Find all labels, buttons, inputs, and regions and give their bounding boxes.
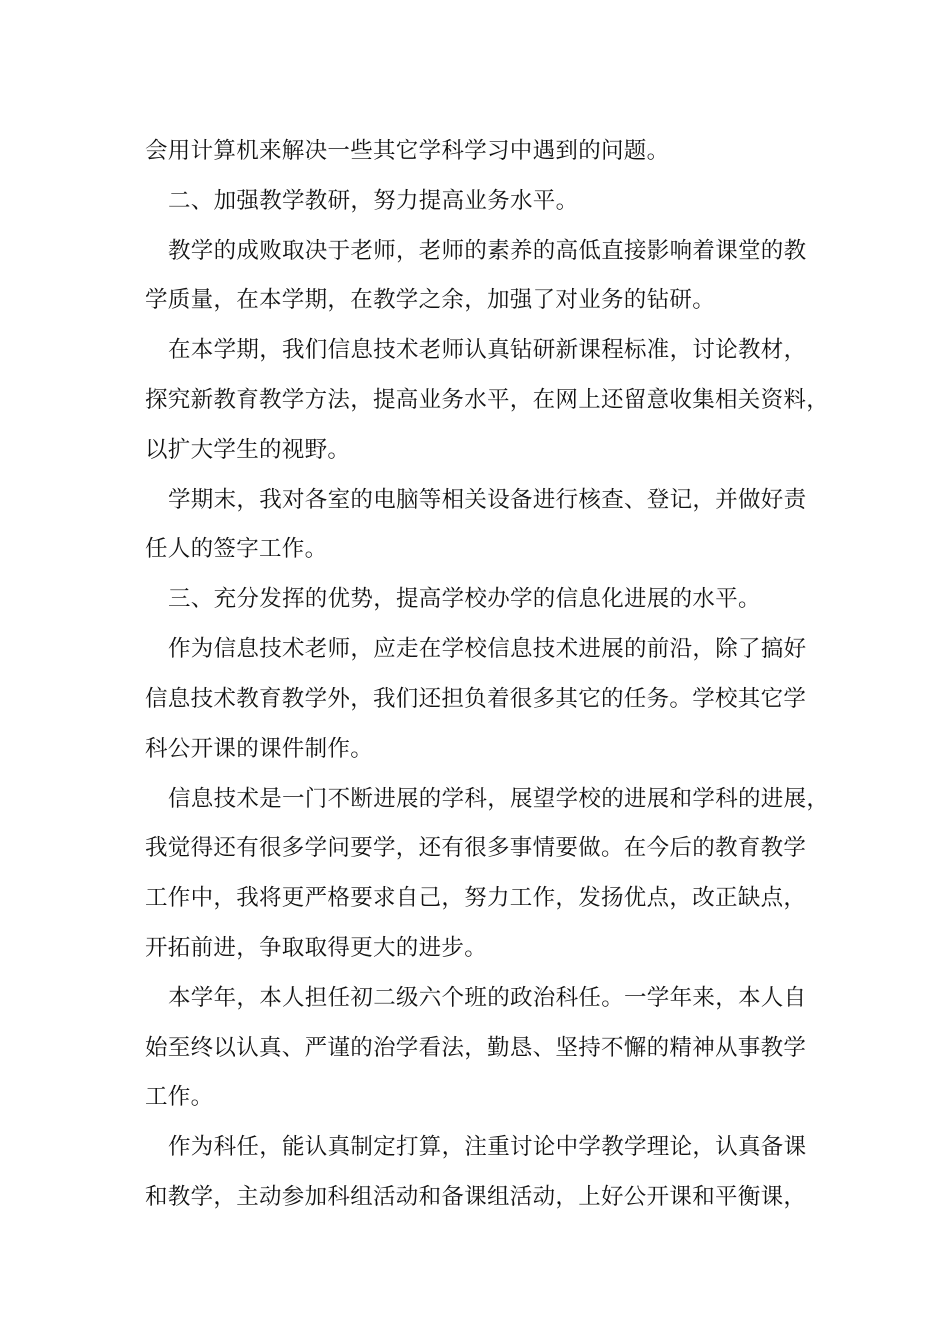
text-line: 科公开课的课件制作。 bbox=[145, 736, 374, 762]
text-line: 信息技术教育教学外，我们还担负着很多其它的任务。学校其它学 bbox=[145, 686, 807, 712]
text-line: 本学年，本人担任初二级六个班的政治科任。一学年来，本人自 bbox=[168, 985, 807, 1011]
text-line: 和教学，主动参加科组活动和备课组活动，上好公开课和平衡课， bbox=[145, 1184, 807, 1210]
section-heading: 三、充分发挥的优势，提高学校办学的信息化进展的水平。 bbox=[168, 586, 761, 612]
text-line: 作为信息技术老师，应走在学校信息技术进展的前沿，除了搞好 bbox=[168, 636, 807, 662]
section-heading: 二、加强教学教研，努力提高业务水平。 bbox=[168, 188, 579, 214]
text-line: 任人的签字工作。 bbox=[145, 536, 328, 562]
text-line: 学质量，在本学期，在教学之余，加强了对业务的钻研。 bbox=[145, 287, 716, 313]
text-line: 以扩大学生的视野。 bbox=[145, 437, 351, 463]
text-line: 工作。 bbox=[145, 1084, 214, 1110]
text-line: 会用计算机来解决一些其它学科学习中遇到的问题。 bbox=[145, 138, 670, 164]
text-line: 教学的成败取决于老师，老师的素养的高低直接影响着课堂的教 bbox=[168, 238, 807, 264]
text-line: 我觉得还有很多学问要学，还有很多事情要做。在今后的教育教学 bbox=[145, 835, 807, 861]
text-line: 学期末，我对各室的电脑等相关设备进行核查、登记，并做好责 bbox=[168, 487, 807, 513]
text-line: 工作中，我将更严格要求自己，努力工作，发扬优点，改正缺点， bbox=[145, 885, 807, 911]
text-line: 信息技术是一门不断进展的学科，展望学校的进展和学科的进展， bbox=[168, 786, 830, 812]
text-line: 作为科任，能认真制定打算，注重讨论中学教学理论，认真备课 bbox=[168, 1134, 807, 1160]
text-line: 开拓前进，争取取得更大的进步。 bbox=[145, 935, 488, 961]
text-line: 始至终以认真、严谨的治学看法，勤恳、坚持不懈的精神从事教学 bbox=[145, 1035, 807, 1061]
text-line: 在本学期，我们信息技术老师认真钻研新课程标准，讨论教材， bbox=[168, 337, 807, 363]
text-line: 探究新教育教学方法，提高业务水平，在网上还留意收集相关资料， bbox=[145, 387, 830, 413]
